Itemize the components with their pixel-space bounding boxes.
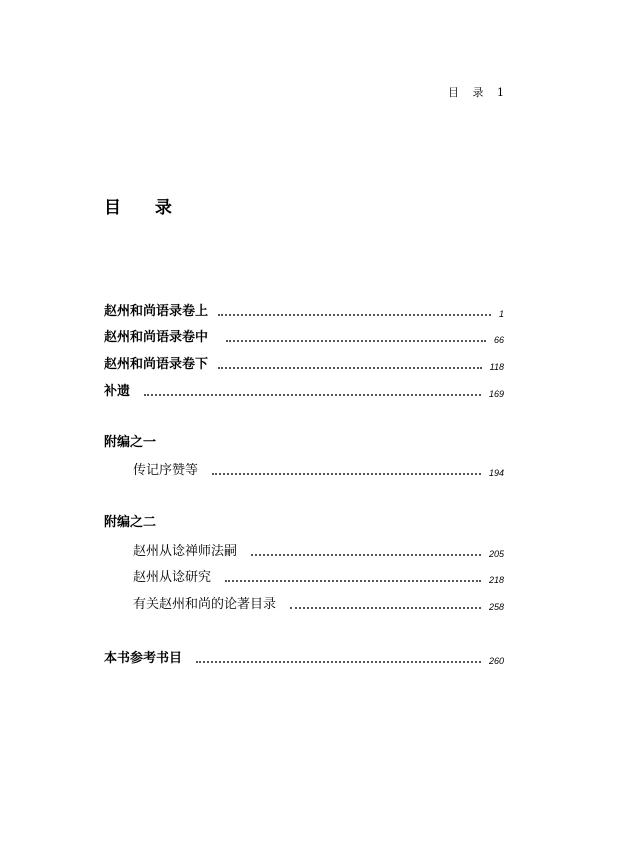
toc-leader-dots xyxy=(290,607,481,609)
toc-entry-label: 有关赵州和尚的论著目录 xyxy=(133,597,277,612)
toc-leader-dots xyxy=(226,340,486,342)
toc-entry-page: 258 xyxy=(488,602,504,612)
toc-entry[interactable] xyxy=(104,353,504,373)
page-title: 目 录 xyxy=(104,198,186,218)
toc-leader-dots xyxy=(196,661,481,663)
toc-entry-page: 205 xyxy=(488,549,504,559)
toc-entry-page: 169 xyxy=(488,389,504,399)
toc-entry-label: 赵州从谂禅师法嗣 xyxy=(133,544,238,559)
toc-entry-page: 218 xyxy=(488,575,504,585)
toc-leader-dots xyxy=(251,554,481,556)
toc-entry-page: 1 xyxy=(498,309,504,319)
toc-entry[interactable] xyxy=(133,566,504,586)
appendix-2-heading: 附编之二 xyxy=(104,515,157,530)
toc-leader-dots xyxy=(218,367,482,369)
running-header-page-number: 1 xyxy=(497,86,504,99)
toc-leader-dots xyxy=(212,473,481,475)
toc-entry-label: 赵州从谂研究 xyxy=(133,570,212,585)
appendix-1-heading: 附编之一 xyxy=(104,435,157,450)
toc-entry-label: 赵州和尚语录卷中 xyxy=(104,330,209,345)
toc-entry-label: 赵州和尚语录卷下 xyxy=(104,357,209,372)
toc-entry-page: 118 xyxy=(489,362,504,372)
running-header-title: 目 录 xyxy=(448,86,489,99)
running-header xyxy=(430,84,504,100)
toc-entry-page: 66 xyxy=(493,335,504,345)
toc-leader-dots xyxy=(144,394,481,396)
toc-entry[interactable] xyxy=(104,380,504,400)
toc-entry-label: 补遗 xyxy=(104,384,131,399)
toc-leader-dots xyxy=(218,314,491,316)
toc-entry[interactable] xyxy=(104,300,504,320)
toc-entry-label: 赵州和尚语录卷上 xyxy=(104,304,209,319)
toc-entry[interactable] xyxy=(133,593,504,613)
toc-entry[interactable] xyxy=(104,326,504,346)
toc-entry[interactable] xyxy=(104,647,504,667)
toc-entry[interactable] xyxy=(133,459,504,479)
toc-entry[interactable] xyxy=(133,540,504,560)
toc-entry-page: 194 xyxy=(488,468,504,478)
toc-entry-label: 本书参考书目 xyxy=(104,651,183,666)
toc-entry-page: 260 xyxy=(488,656,504,666)
toc-leader-dots xyxy=(225,580,481,582)
toc-entry-label: 传记序赞等 xyxy=(133,463,199,478)
